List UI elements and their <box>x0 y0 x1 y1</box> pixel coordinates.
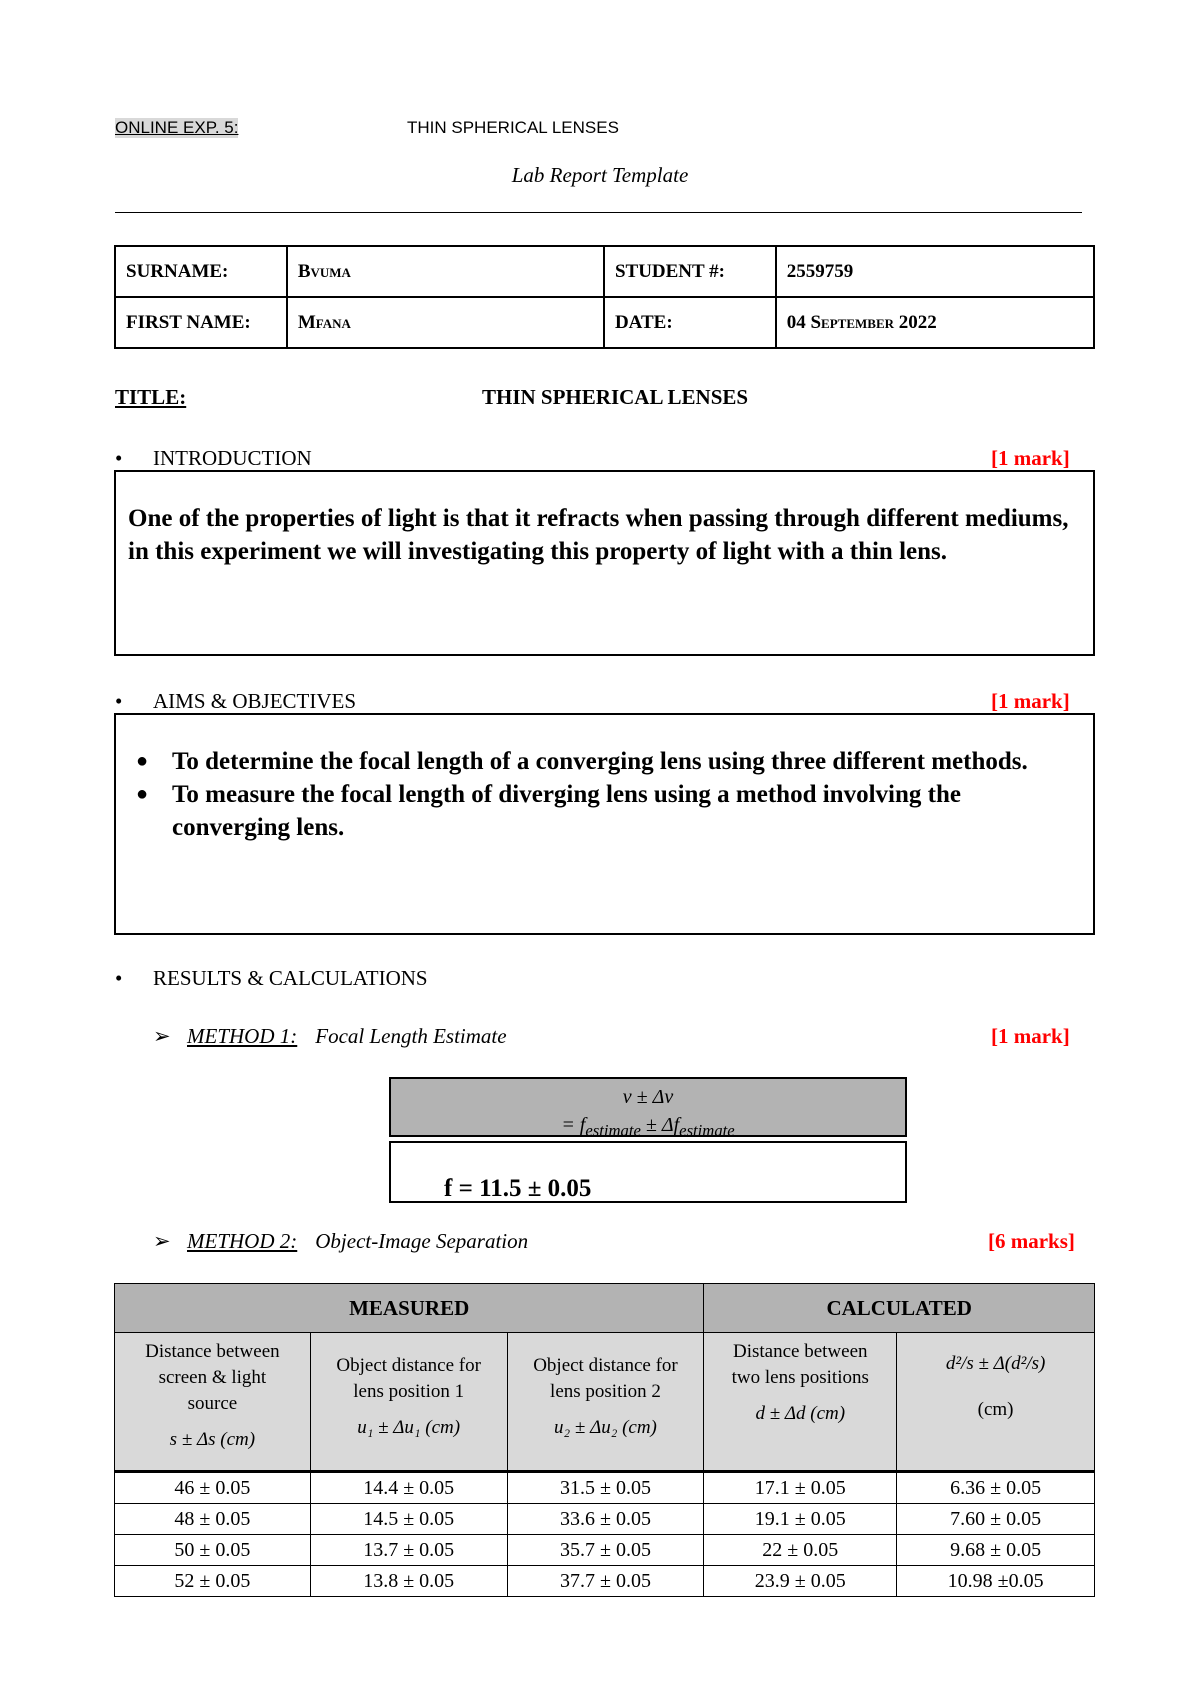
method1-description: Focal Length Estimate <box>315 1024 507 1048</box>
table-cell: 7.60 ± 0.05 <box>897 1504 1095 1535</box>
focal-estimate-box <box>389 1077 907 1203</box>
method2-marks: [6 marks] <box>988 1229 1075 1253</box>
experiment-label: ONLINE EXP. 5: <box>115 118 239 137</box>
table-cell: 13.8 ± 0.05 <box>310 1566 507 1597</box>
method1-label: METHOD 1: <box>187 1024 298 1048</box>
aim-text: To determine the focal length of a converging lens using three different methods. <box>172 748 1028 775</box>
bullet-icon: ● <box>136 783 149 805</box>
table-cell: 23.9 ± 0.05 <box>704 1566 897 1597</box>
table-cell: 22 ± 0.05 <box>704 1535 897 1566</box>
table-cell: 52 ± 0.05 <box>115 1566 311 1597</box>
method2-description: Object-Image Separation <box>315 1229 529 1253</box>
table-cell: 35.7 ± 0.05 <box>507 1535 704 1566</box>
method1-marks: [1 mark] <box>991 1024 1070 1048</box>
table-row <box>115 1472 1095 1504</box>
first-name-label: FIRST NAME: <box>115 297 287 348</box>
table-row <box>115 1566 1095 1597</box>
table-cell: 14.5 ± 0.05 <box>310 1504 507 1535</box>
header-divider <box>115 212 1082 213</box>
column-header: Distance between two lens positions d ± Δd (cm) <box>704 1333 897 1472</box>
table-cell: 50 ± 0.05 <box>115 1535 311 1566</box>
bullet-icon: • <box>115 689 123 713</box>
aims-box <box>114 713 1095 935</box>
title-label: TITLE: <box>115 385 187 409</box>
method1-heading <box>153 1024 507 1049</box>
table-cell: 19.1 ± 0.05 <box>704 1504 897 1535</box>
template-subtitle: Lab Report Template <box>511 163 689 187</box>
bullet-icon: • <box>115 966 123 990</box>
student-number-label: STUDENT #: <box>604 246 776 297</box>
method2-heading <box>153 1229 528 1254</box>
table-cell: 10.98 ±0.05 <box>897 1566 1095 1597</box>
surname-value: Bvuma <box>287 246 604 297</box>
introduction-box <box>114 470 1095 656</box>
bullet-icon: ● <box>136 750 149 772</box>
results-heading: • RESULTS & CALCULATIONS <box>115 966 428 990</box>
arrow-bullet-icon: ➢ <box>153 1229 171 1253</box>
table-cell: 6.36 ± 0.05 <box>897 1472 1095 1504</box>
method2-label: METHOD 2: <box>187 1229 298 1253</box>
column-header: d²/s ± Δ(d²/s) (cm) <box>897 1333 1095 1472</box>
aim-text: To measure the focal length of diverging lens using a method involving the converging lens. <box>172 781 961 841</box>
table-cell: 48 ± 0.05 <box>115 1504 311 1535</box>
aims-heading: • AIMS & OBJECTIVES <box>115 689 357 713</box>
table-cell: 33.6 ± 0.05 <box>507 1504 704 1535</box>
column-header: Distance between screen & light source s ± Δs (cm) <box>115 1333 311 1472</box>
focal-formula: v ± Δv = $f_{estimate} \pm \Delta f_{estimate}$ <box>389 1077 907 1137</box>
report-title: THIN SPHERICAL LENSES <box>482 385 749 409</box>
table-cell: 37.7 ± 0.05 <box>507 1566 704 1597</box>
measured-group-header: MEASURED <box>115 1284 704 1333</box>
table-cell: 14.4 ± 0.05 <box>310 1472 507 1504</box>
introduction-heading: • INTRODUCTION <box>115 446 312 470</box>
column-header: Object distance for lens position 2 u₂ ± Δu₂ (cm) <box>507 1333 704 1472</box>
introduction-marks: [1 mark] <box>991 446 1070 470</box>
student-info-table <box>114 245 1095 349</box>
table-cell: 31.5 ± 0.05 <box>507 1472 704 1504</box>
table-row <box>115 1504 1095 1535</box>
focal-estimate-value: f = 11.5 ± 0.05 <box>389 1141 907 1203</box>
method2-data-table <box>114 1283 1095 1597</box>
aims-marks: [1 mark] <box>991 689 1070 713</box>
introduction-text: One of the properties of light is that it refracts when passing through different mediums, in this experiment we will investigating this property of light with a thin lens. <box>128 505 1069 565</box>
bullet-icon: • <box>115 446 123 470</box>
student-number-value: 2559759 <box>776 246 1094 297</box>
column-header: Object distance for lens position 1 u₁ ± Δu₁ (cm) <box>310 1333 507 1472</box>
table-cell: 9.68 ± 0.05 <box>897 1535 1095 1566</box>
experiment-title: THIN SPHERICAL LENSES <box>407 118 619 137</box>
table-cell: 46 ± 0.05 <box>115 1472 311 1504</box>
aim-item <box>128 778 1081 844</box>
table-cell: 13.7 ± 0.05 <box>310 1535 507 1566</box>
calculated-group-header: CALCULATED <box>704 1284 1095 1333</box>
first-name-value: Mfana <box>287 297 604 348</box>
date-value: 04 September 2022 <box>776 297 1094 348</box>
surname-label: SURNAME: <box>115 246 287 297</box>
arrow-bullet-icon: ➢ <box>153 1024 171 1048</box>
table-row <box>115 1535 1095 1566</box>
table-cell: 17.1 ± 0.05 <box>704 1472 897 1504</box>
aim-item <box>128 745 1081 778</box>
date-label: DATE: <box>604 297 776 348</box>
